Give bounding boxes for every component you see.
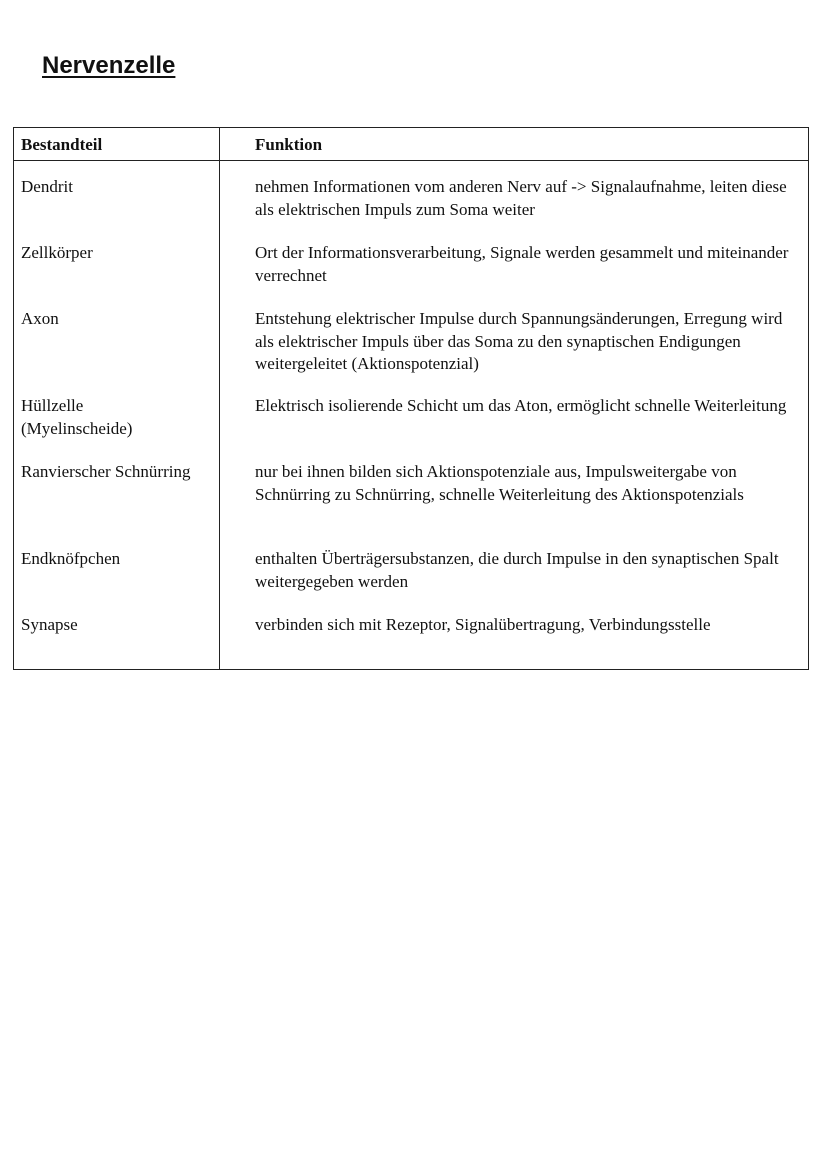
table-header-row xyxy=(14,128,808,161)
column-divider xyxy=(219,128,220,669)
component-cell: Ranvierscher Schnürring xyxy=(21,462,191,481)
component-cell: Dendrit xyxy=(21,177,73,196)
function-cell: enthalten Überträgersubstanzen, die durch Impulse in den synaptischen Spalt weitergegeben werden xyxy=(255,549,779,591)
function-cell: verbinden sich mit Rezeptor, Signalübertragung, Verbindungsstelle xyxy=(255,615,711,634)
function-cell: Entstehung elektrischer Impulse durch Spannungsänderungen, Erregung wird als elektrischer Impuls über das Soma zu den synaptischen Endigungen weitergeleitet (Aktionspotenzial) xyxy=(255,309,783,373)
component-cell: Synapse xyxy=(21,615,78,634)
header-function: Funktion xyxy=(255,135,323,154)
component-function-table xyxy=(13,127,809,670)
component-cell: Zellkörper xyxy=(21,243,93,262)
header-component: Bestandteil xyxy=(21,135,103,154)
component-cell: Axon xyxy=(21,309,59,328)
function-cell: Elektrisch isolierende Schicht um das Aton, ermöglicht schnelle Weiterleitung xyxy=(255,396,787,415)
component-cell: Hüllzelle (Myelinscheide) xyxy=(21,396,133,438)
function-cell: Ort der Informationsverarbeitung, Signale werden gesammelt und miteinander verrechnet xyxy=(255,243,789,285)
function-cell: nehmen Informationen vom anderen Nerv auf -> Signalaufnahme, leiten diese als elektrischen Impuls zum Soma weiter xyxy=(255,177,787,219)
component-cell: Endknöfpchen xyxy=(21,549,121,568)
function-cell: nur bei ihnen bilden sich Aktionspotenziale aus, Impulsweitergabe von Schnürring zu Schnürring, schnelle Weiterleitung des Aktionspotenzials xyxy=(255,462,744,504)
page-title: Nervenzelle xyxy=(42,52,176,79)
